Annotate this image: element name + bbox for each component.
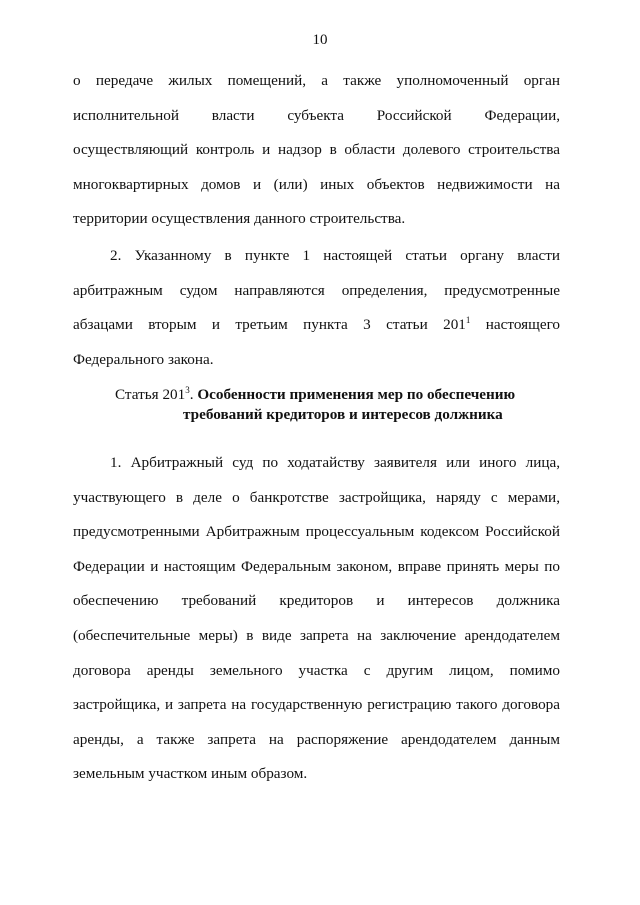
article-heading-line1 bbox=[60, 385, 580, 405]
paragraph-2-text-after: настоящего Федерального закона. bbox=[73, 316, 561, 368]
article-heading bbox=[60, 385, 580, 425]
article-paragraph-1-block bbox=[73, 446, 560, 792]
paragraph-2-superscript: 1 bbox=[465, 315, 471, 326]
paragraph-2-block bbox=[73, 239, 560, 377]
page-number: 10 bbox=[312, 32, 328, 48]
article-prefix-tail: . bbox=[189, 386, 198, 403]
paragraph-2 bbox=[73, 239, 560, 377]
article-title-line2: требований кредиторов и интересов должника bbox=[183, 406, 503, 423]
paragraph-continuation-block bbox=[73, 64, 560, 237]
article-title-line1: Особенности применения мер по обеспечению bbox=[197, 386, 516, 403]
article-superscript: 3 bbox=[185, 384, 190, 395]
article-prefix: Статья 201 bbox=[115, 386, 186, 403]
paragraph-2-text-before: 2. Указанному в пункте 1 настоящей статьи органу власти арбитражным судом направляются определения, предусмотренные абзацами вторым и третьим пункта 3 статьи 201 bbox=[73, 247, 560, 334]
paragraph-continuation: о передаче жилых помещений, а также уполномоченный орган исполнительной власти субъекта Российской Федерации, осуществляющий контроль и надзор в области долевого строительства многоквартирных домов и (или) иных объектов недвижимости на территории осуществления данного строительства. bbox=[73, 72, 560, 228]
article-paragraph-1: 1. Арбитражный суд по ходатайству заявителя или иного лица, участвующего в деле о банкротстве застройщика, наряду с мерами, предусмотренными Арбитражным процессуальным кодексом Российской Федерации и настоящим Федеральным законом, вправе принять меры по обеспечению требований кредиторов и интересов должника (обеспечительные меры) в виде запрета на заключение арендодателем договора аренды земельного участка с другим лицом, помимо застройщика, и запрета на государственную регистрацию такого договора аренды, а также запрета на распоряжение арендодателем данным земельным участком иным образом. bbox=[73, 454, 560, 783]
